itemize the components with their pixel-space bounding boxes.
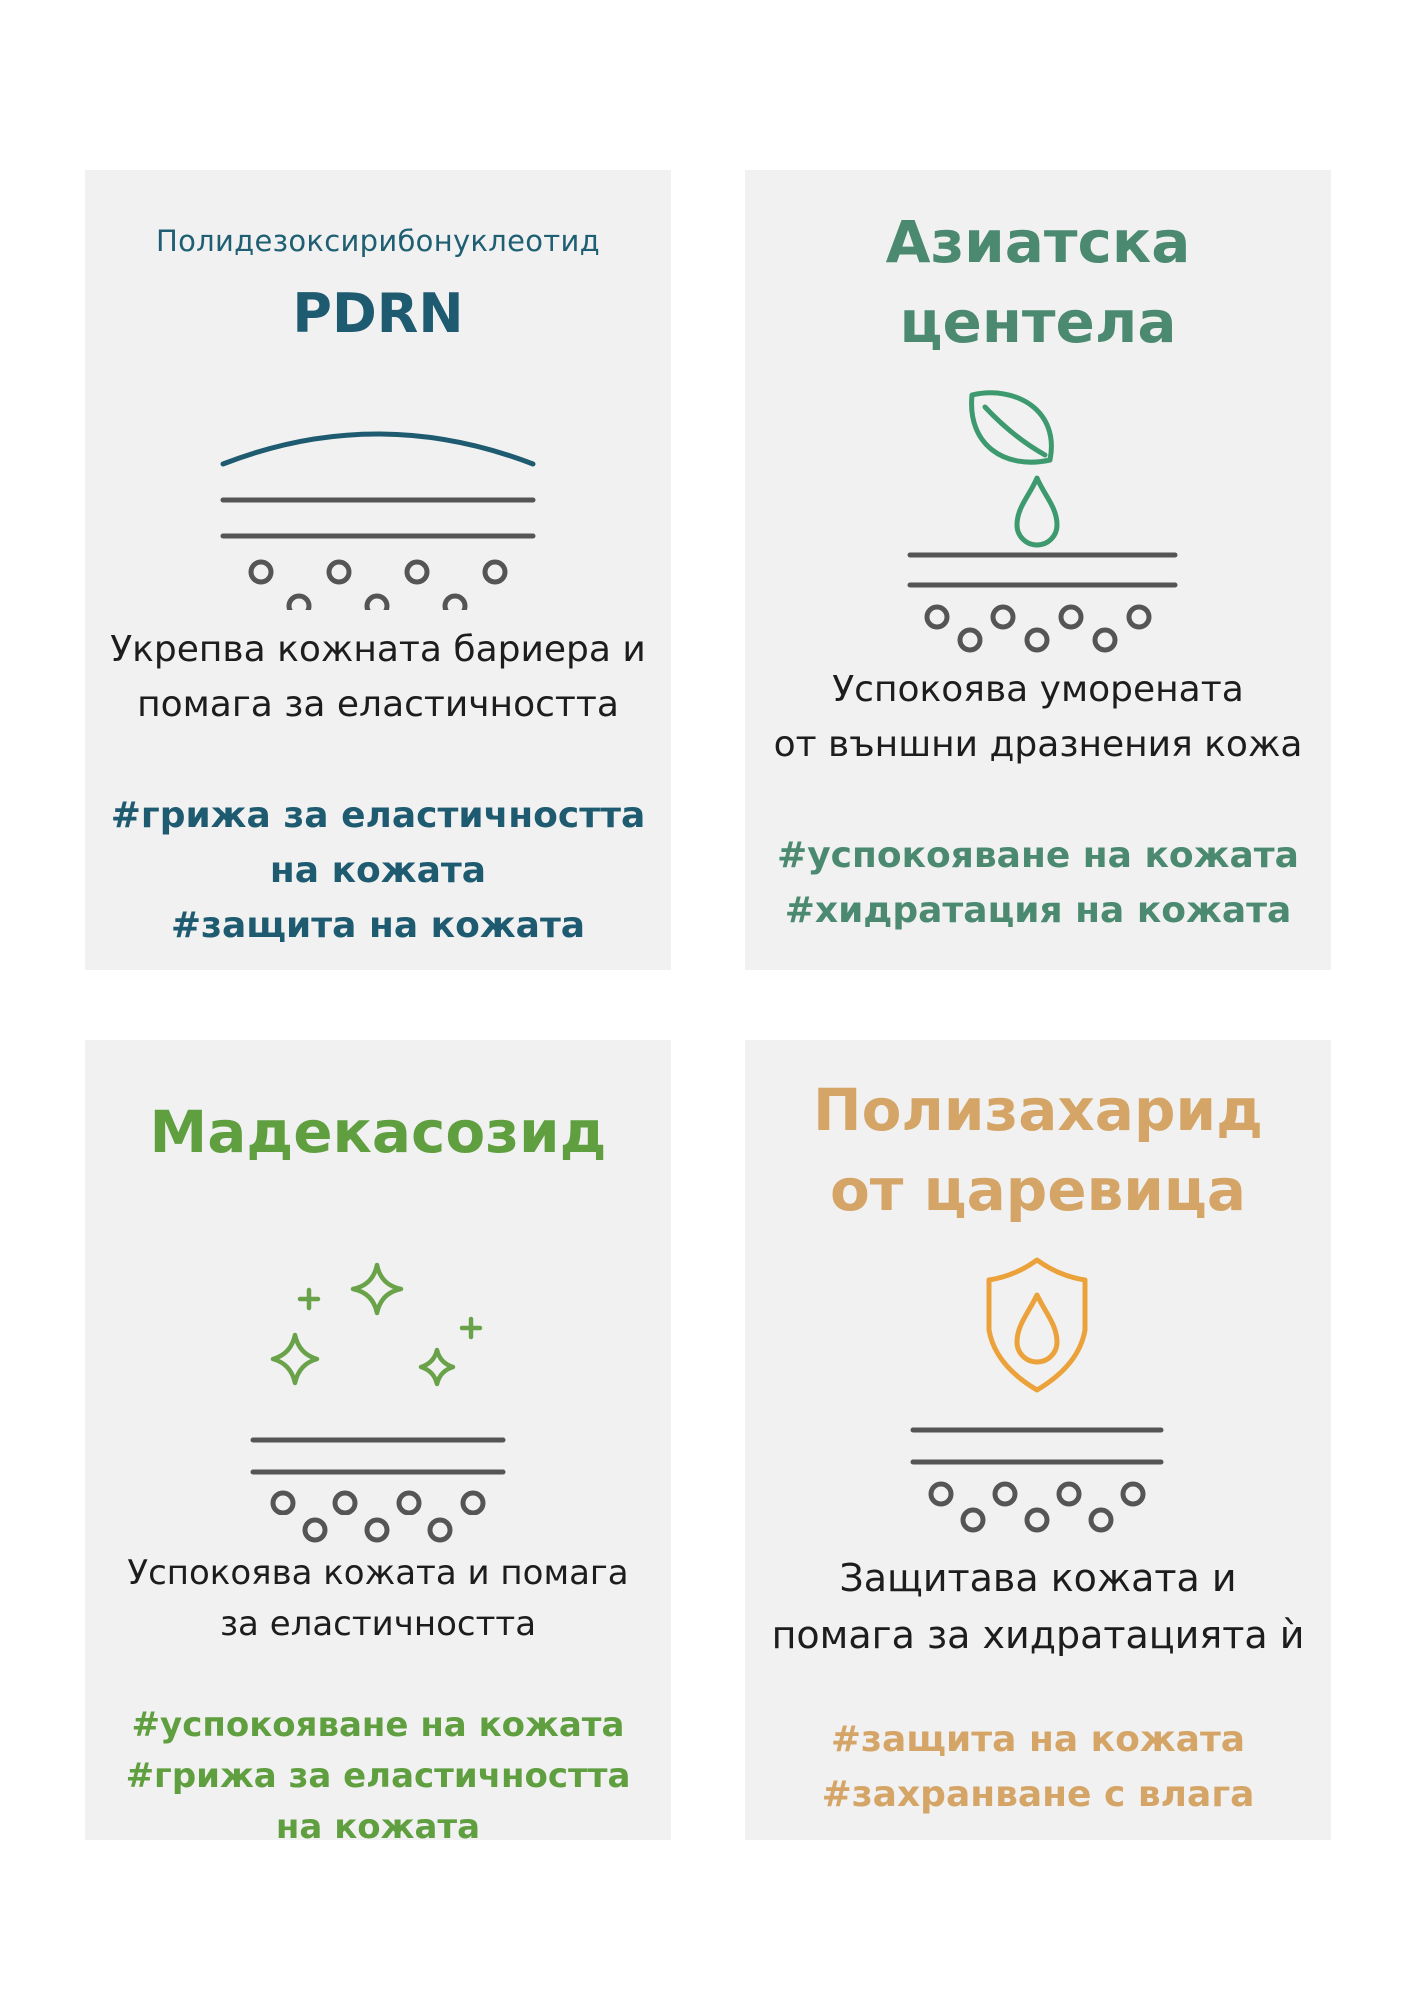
- description-line: Успокоява кожата и помага: [127, 1553, 629, 1593]
- title-line: Полизахарид: [813, 1076, 1263, 1144]
- description-line: Укрепва кожната бариера и: [110, 629, 646, 670]
- card-description: [745, 1550, 1331, 1664]
- card-title: PDRN: [292, 282, 464, 345]
- tag-line: #хидратация на кожата: [784, 890, 1292, 931]
- tag-line: #защита на кожата: [170, 905, 586, 946]
- tag-line: #защита на кожата: [830, 1719, 1246, 1760]
- card-tags: [85, 788, 671, 953]
- card-tags: [745, 1712, 1331, 1822]
- card-centella: [745, 170, 1331, 970]
- description-line: помага за хидратацията ѝ: [771, 1613, 1305, 1657]
- tag-line: #захранване с влага: [821, 1774, 1255, 1815]
- description-line: от външни дразнения кожа: [773, 724, 1303, 765]
- card-title: Мадекасозид: [149, 1098, 607, 1166]
- skin-dots-icon: [745, 610, 1331, 670]
- tag-line: #грижа за еластичността: [110, 795, 646, 836]
- description-line: помага за еластичността: [137, 684, 619, 725]
- tag-line: #успокояване на кожата: [777, 835, 1299, 876]
- card-tags: [85, 1700, 671, 1853]
- tag-line: #успокояване на кожата: [131, 1705, 625, 1745]
- title-line: от царевица: [829, 1156, 1247, 1224]
- card-tags: [745, 828, 1331, 938]
- title-line: Азиатска: [885, 208, 1191, 276]
- description-line: за еластичността: [219, 1604, 537, 1644]
- description-line: Защитава кожата и: [839, 1556, 1237, 1600]
- card-subtitle: Полидезоксирибонуклеотид: [156, 224, 600, 258]
- skin-layers-arc-icon: [85, 410, 671, 610]
- card-title: [745, 1070, 1331, 1230]
- skin-dots-icon: [85, 1500, 671, 1550]
- shield-drop-icon: [745, 1250, 1331, 1510]
- tag-line: на кожата: [269, 850, 487, 891]
- card-description: [745, 662, 1331, 772]
- leaf-drop-icon: [745, 385, 1331, 645]
- card-description: [85, 1548, 671, 1650]
- title-line: центела: [899, 288, 1177, 356]
- description-line: Успокоява уморената: [832, 669, 1244, 710]
- card-pdrn: [85, 170, 671, 970]
- skin-dots-icon: [745, 1492, 1331, 1542]
- card-description: [85, 622, 671, 732]
- sparkles-icon: [85, 1255, 671, 1515]
- card-madecassoside: [85, 1040, 671, 1847]
- tag-line: #грижа за еластичността: [125, 1756, 631, 1796]
- tag-line: на кожата: [275, 1807, 481, 1847]
- card-title: [745, 202, 1331, 362]
- card-corn-polysaccharide: [745, 1040, 1331, 1840]
